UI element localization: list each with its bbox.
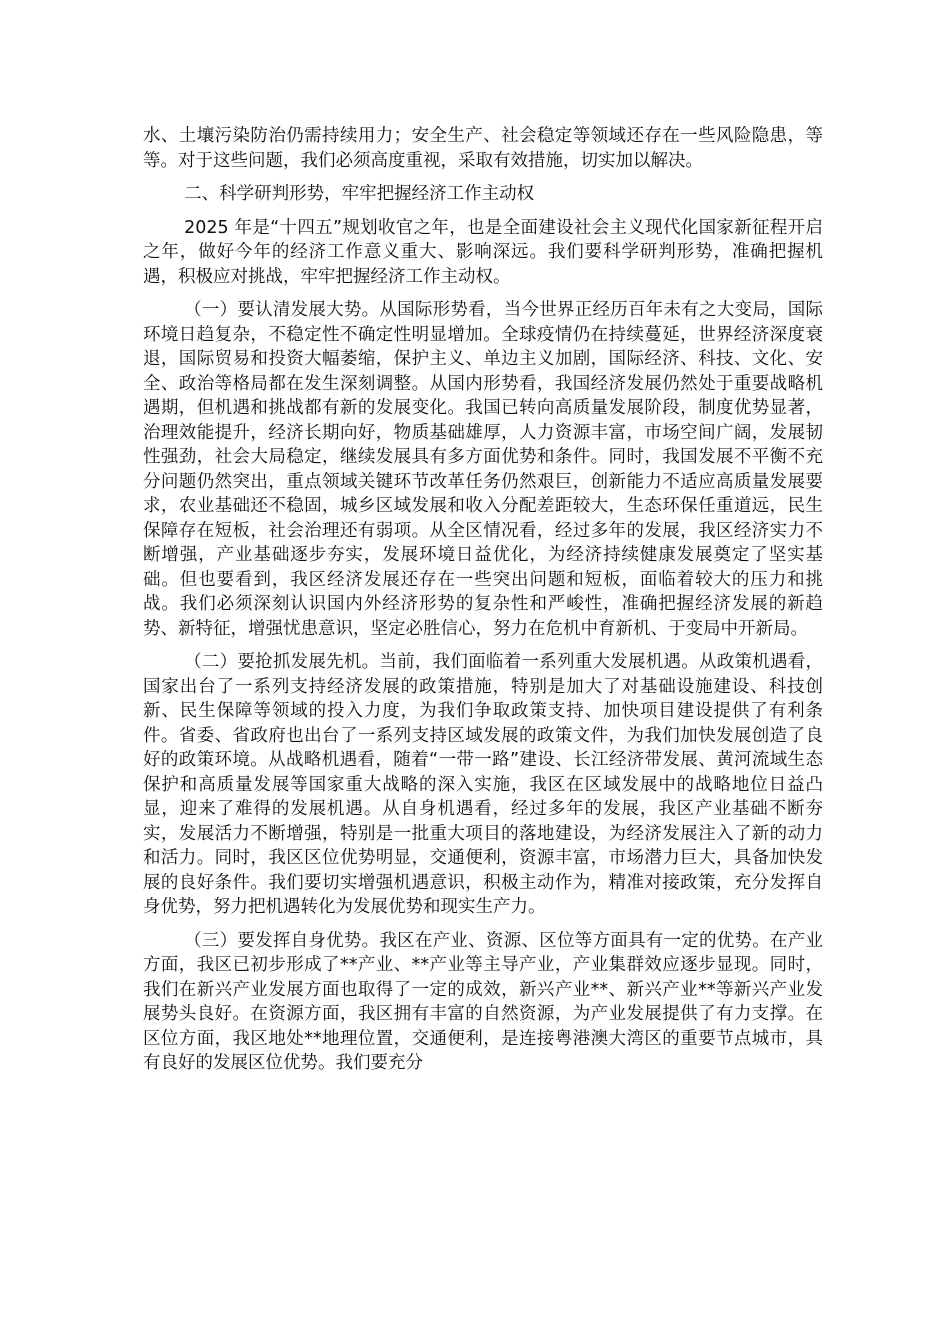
paragraph-point-1: （一）要认清发展大势。从国际形势看，当今世界正经历百年未有之大变局，国际环境日趋复杂，不稳定性不确定性明显增加。全球疫情仍在持续蔓延，世界经济深度衰退，国际贸易和投资大幅萎缩，保护主义、单边主义加剧，国际经济、科技、文化、安全、政治等格局都在发生深刻调整。从国内形势看，我国经济发展仍然处于重要战略机遇期，但机遇和挑战都有新的发展变化。我国已转向高质量发展阶段，制度优势显著，治理效能提升，经济长期向好，物质基础雄厚，人力资源丰富，市场空间广阔，发展韧性强劲，社会大局稳定，继续发展具有多方面优势和条件。同时，我国发展不平衡不充分问题仍然突出，重点领域关键环节改革任务仍然艰巨，创新能力不适应高质量发展要求，农业基础还不稳固，城乡区域发展和收入分配差距较大，生态环保任重道远，民生保障存在短板，社会治理还有弱项。从全区情况看，经过多年的发展，我区经济实力不断增强，产业基础逐步夯实，发展环境日益优化，为经济持续健康发展奠定了坚实基础。但也要看到，我区经济发展还存在一些突出问题和短板，面临着较大的压力和挑战。我们必须深刻认识国内外经济形势的复杂性和严峻性，准确把握经济发展的新趋势、新特征，增强忧患意识，坚定必胜信心，努力在危机中育新机、于变局中开新局。 (143, 300, 823, 639)
paragraph-continuation: 水、土壤污染防治仍需持续用力；安全生产、社会稳定等领域还存在一些风险隐患，等等。对于这些问题，我们必须高度重视，采取有效措施，切实加以解决。 (143, 126, 823, 171)
paragraph-intro: 2025 年是“十四五”规划收官之年，也是全面建设社会主义现代化国家新征程开启之年，做好今年的经济工作意义重大、影响深远。我们要科学研判形势，准确把握机遇，积极应对挑战，牢牢把握经济工作主动权。 (143, 217, 823, 287)
section-heading: 二、科学研判形势，牢牢把握经济工作主动权 (184, 184, 535, 204)
paragraph-point-2: （二）要抢抓发展先机。当前，我们面临着一系列重大发展机遇。从政策机遇看，国家出台了一系列支持经济发展的政策措施，特别是加大了对基础设施建设、科技创新、民生保障等领域的投入力度，为我们争取政策支持、加快项目建设提供了有利条件。省委、省政府也出台了一系列支持区域发展的政策文件，为我们加快发展创造了良好的政策环境。从战略机遇看，随着“一带一路”建设、长江经济带发展、黄河流域生态保护和高质量发展等国家重大战略的深入实施，我区在区域发展中的战略地位日益凸显，迎来了难得的发展机遇。从自身机遇看，经过多年的发展，我区产业基础不断夯实，发展活力不断增强，特别是一批重大项目的落地建设，为经济发展注入了新的动力和活力。同时，我区区位优势明显，交通便利，资源丰富，市场潜力巨大，具备加快发展的良好条件。我们要切实增强机遇意识，积极主动作为，精准对接政策，充分发挥自身优势，努力把机遇转化为发展优势和现实生产力。 (143, 652, 823, 917)
paragraph-point-3: （三）要发挥自身优势。我区在产业、资源、区位等方面具有一定的优势。在产业方面，我区已初步形成了**产业、**产业等主导产业，产业集群效应逐步显现。同时，我们在新兴产业发展方面也取得了一定的成效，新兴产业**、新兴产业**等新兴产业发展势头良好。在资源方面，我区拥有丰富的自然资源，为产业发展提供了有力支撑。在区位方面，我区地处**地理位置，交通便利，是连接粤港澳大湾区的重要节点城市，具有良好的发展区位优势。我们要充分 (143, 930, 823, 1073)
document-body (143, 124, 823, 1085)
